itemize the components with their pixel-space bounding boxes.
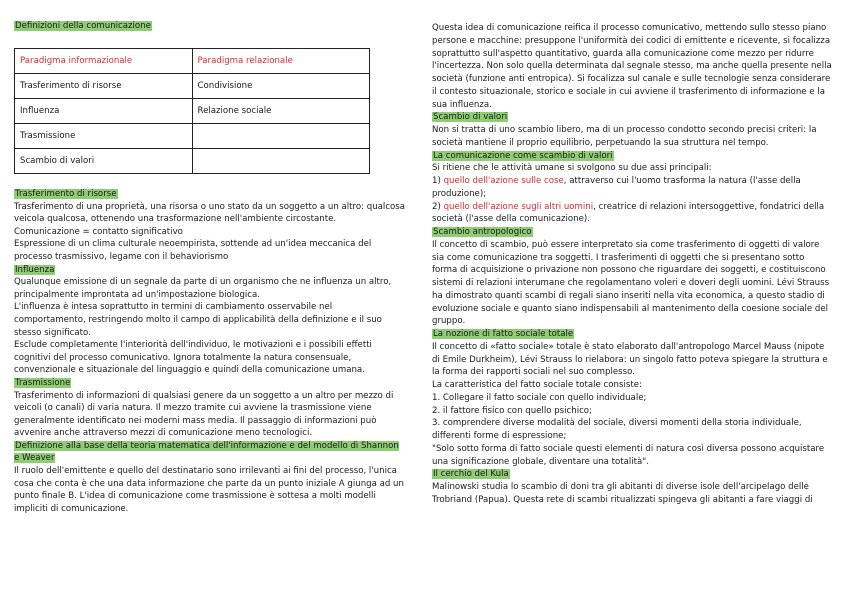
table-cell: Trasferimento di risorse <box>15 74 193 99</box>
page-title-text: Definizioni della comunicazione <box>15 21 151 31</box>
axis-highlight: quello dell'azione sulle cose <box>443 176 564 186</box>
section-heading-trasferimento: Trasferimento di risorse <box>15 189 117 199</box>
axis-number: 1) <box>432 176 444 186</box>
table-row <box>15 149 370 174</box>
paragraph: Qualunque emissione di un segnale da parte di un organismo che ne influenza un altro, principalmente improntata ad un'impostazione biologica. <box>14 277 392 300</box>
paragraph: Esclude completamente l'interiorità dell'individuo, le motivazioni e i possibili effetti cognitivi del processo comunicativo. Ignora totalmente la natura consensuale, convenzionale e situazionale del linguaggio e quindi della comunicazione umana. <box>14 340 372 376</box>
paragraph: L'influenza è intesa soprattutto in termini di cambiamento osservabile nel comportamento, restringendo molto il campo di applicabilità della definizione e il suo stesso significato. <box>14 302 382 338</box>
axis-number: 2) <box>432 201 444 212</box>
list-item: 1. Collegare il fatto sociale con quello individuale; <box>432 392 647 403</box>
axis-text: , creatrice di relazioni intersoggettive, fondatrici della società (l'asse della comunicazione). <box>432 201 825 225</box>
paragraph: Espressione di un clima culturale neoempirista, sottende ad un'idea meccanica del processo trasmissivo, legame con il behaviorismo <box>14 239 372 262</box>
paragraph: Si ritiene che le attività umane si svolgono su due assi principali: <box>432 163 712 174</box>
section-heading-influenza: Influenza <box>15 264 55 275</box>
list-item: 2. il fattore fisico con quello psichico; <box>432 405 592 416</box>
paragraph: La caratteristica del fatto sociale totale consiste: <box>432 380 642 390</box>
table-header-cell: Paradigma relazionale <box>192 49 370 74</box>
axis-item <box>432 175 832 201</box>
right-column-sections <box>432 22 832 507</box>
paragraph: Comunicazione = contatto significativo <box>14 226 183 237</box>
paragraph: Non si tratta di uno scambio libero, ma di un processo condotto secondo precisi criteri: la società mantiene il proprio equilibrio, perpetuando la sua struttura nel tempo. <box>432 125 817 148</box>
table-row <box>15 124 370 149</box>
table-cell <box>192 149 370 174</box>
table-cell: Relazione sociale <box>192 99 370 124</box>
table-header-row <box>15 49 370 74</box>
table-header-cell: Paradigma informazionale <box>15 49 193 74</box>
table-row <box>15 74 370 99</box>
paragraph: Questa idea di comunicazione reifica il processo comunicativo, mettendo sullo stesso piano persone e macchine: presuppone l'uniformità dei codici di emittente e ricevente, si focalizza soprattutto sull'aspetto quantitativo, guarda alla comunicazione come mezzo per ridurre l'incertezza. Non solo quella determinata dal segnale stesso, ma anche quella presente nella società (funzione anti entropica). Si focalizza sul canale e sulle tecnologie senza considerare il contesto situazionale, storico e sociale in cui avviene il trasferimento di informazione e la sua influenza. <box>432 23 832 110</box>
table-cell: Condivisione <box>192 74 370 99</box>
section-heading-trasmissione: Trasmissione <box>15 377 71 388</box>
quote: "Solo sotto forma di fatto sociale questi elementi di natura così diversa possono acquistare una significazione globale, diventare una totalità". <box>432 443 825 467</box>
paragraph: Trasferimento di una proprietà, una risorsa o uno stato da un soggetto a un altro: qualcosa veicola qualcosa, ottenendo una trasformazione nell'ambiente circostante. <box>14 201 406 225</box>
list-item: 3. comprendere diverse modalità del sociale, diversi momenti della storia individuale, differenti forme di espressione; <box>432 418 802 441</box>
page-title <box>14 20 152 32</box>
table-cell: Influenza <box>15 99 193 124</box>
axis-item <box>432 201 832 227</box>
left-column-sections <box>14 188 406 515</box>
section-heading-fatto-sociale: La nozione di fatto sociale totale <box>433 329 574 339</box>
axis-highlight: quello dell'azione sugli altri uomini <box>443 201 594 212</box>
axis-text: , attraverso cui l'uomo trasforma la natura (l'asse della produzione); <box>432 176 801 199</box>
section-heading-kula: Il cerchio del Kula <box>433 469 509 480</box>
section-heading-scambio-valori: Scambio di valori <box>433 112 508 123</box>
paragraph: Il ruolo dell'emittente e quello del destinatario sono irrilevanti ai fini del processo, l'unica cosa che conta è che una data informazione che parte da un punto iniziale A giunga ad un punto finale B. L'idea di comunicazione come trasmissione è sottesa a molti modelli impliciti di comunicazione. <box>14 466 404 514</box>
section-heading-comunicazione-scambio: La comunicazione come scambio di valori <box>433 150 613 161</box>
paragraph: Il concetto di scambio, può essere interpretato sia come trasferimento di oggetti di valore sia come comunicazione tra soggetti. I trasferimenti di oggetti che si presentano sotto forma di acquisizione o privazione non possono che riguardare dei soggetti, e costituiscono sistemi di relazioni interumane che regolamentano voleri e doveri degli uomini. Lévi Strauss ha dimostrato quanti scambi di regali siano inseriti nella vita economica, a questo stadio di evoluzione sociale e quanto siano indispensabili al mantenimento della coesione sociale del gruppo. <box>432 239 830 327</box>
section-heading-scambio-antropologico: Scambio antropologico <box>433 227 532 237</box>
paragraph: Il concetto di «fatto sociale» totale è stato elaborato dall'antropologo Marcel Mauss (nipote di Emile Durkheim), Lévi Strauss lo rielabora: un singolo fatto poteva spiegare la struttura e la forma dei rapporti sociali nel suo complesso. <box>432 341 828 378</box>
table-row <box>15 99 370 124</box>
paragraph: Trasferimento di informazioni di qualsiasi genere da un soggetto a un altro per mezzo di veicoli (o canali) di varia natura. Il mezzo tramite cui avviene la trasmissione viene generalmente identificato nei moderni mass media. Il passaggio di informazioni può avvenire anche attraverso mezzi di comunicazione meno tecnologici. <box>14 390 394 439</box>
section-heading-shannon-weaver: Definizione alla base della teoria matematica dell'informazione e del modello di Shannon e Weaver <box>14 440 399 464</box>
paradigm-table <box>14 48 370 174</box>
paragraph: Malinowski studia lo scambio di doni tra gli abitanti di diverse isole dell'arcipelago delle Trobriand (Papua). Questa rete di scambi ritualizzati spingeva gli abitanti a fare viaggi di <box>432 482 813 505</box>
table-cell: Scambio di valori <box>15 149 193 174</box>
table-cell: Trasmissione <box>15 124 193 149</box>
table-cell <box>192 124 370 149</box>
